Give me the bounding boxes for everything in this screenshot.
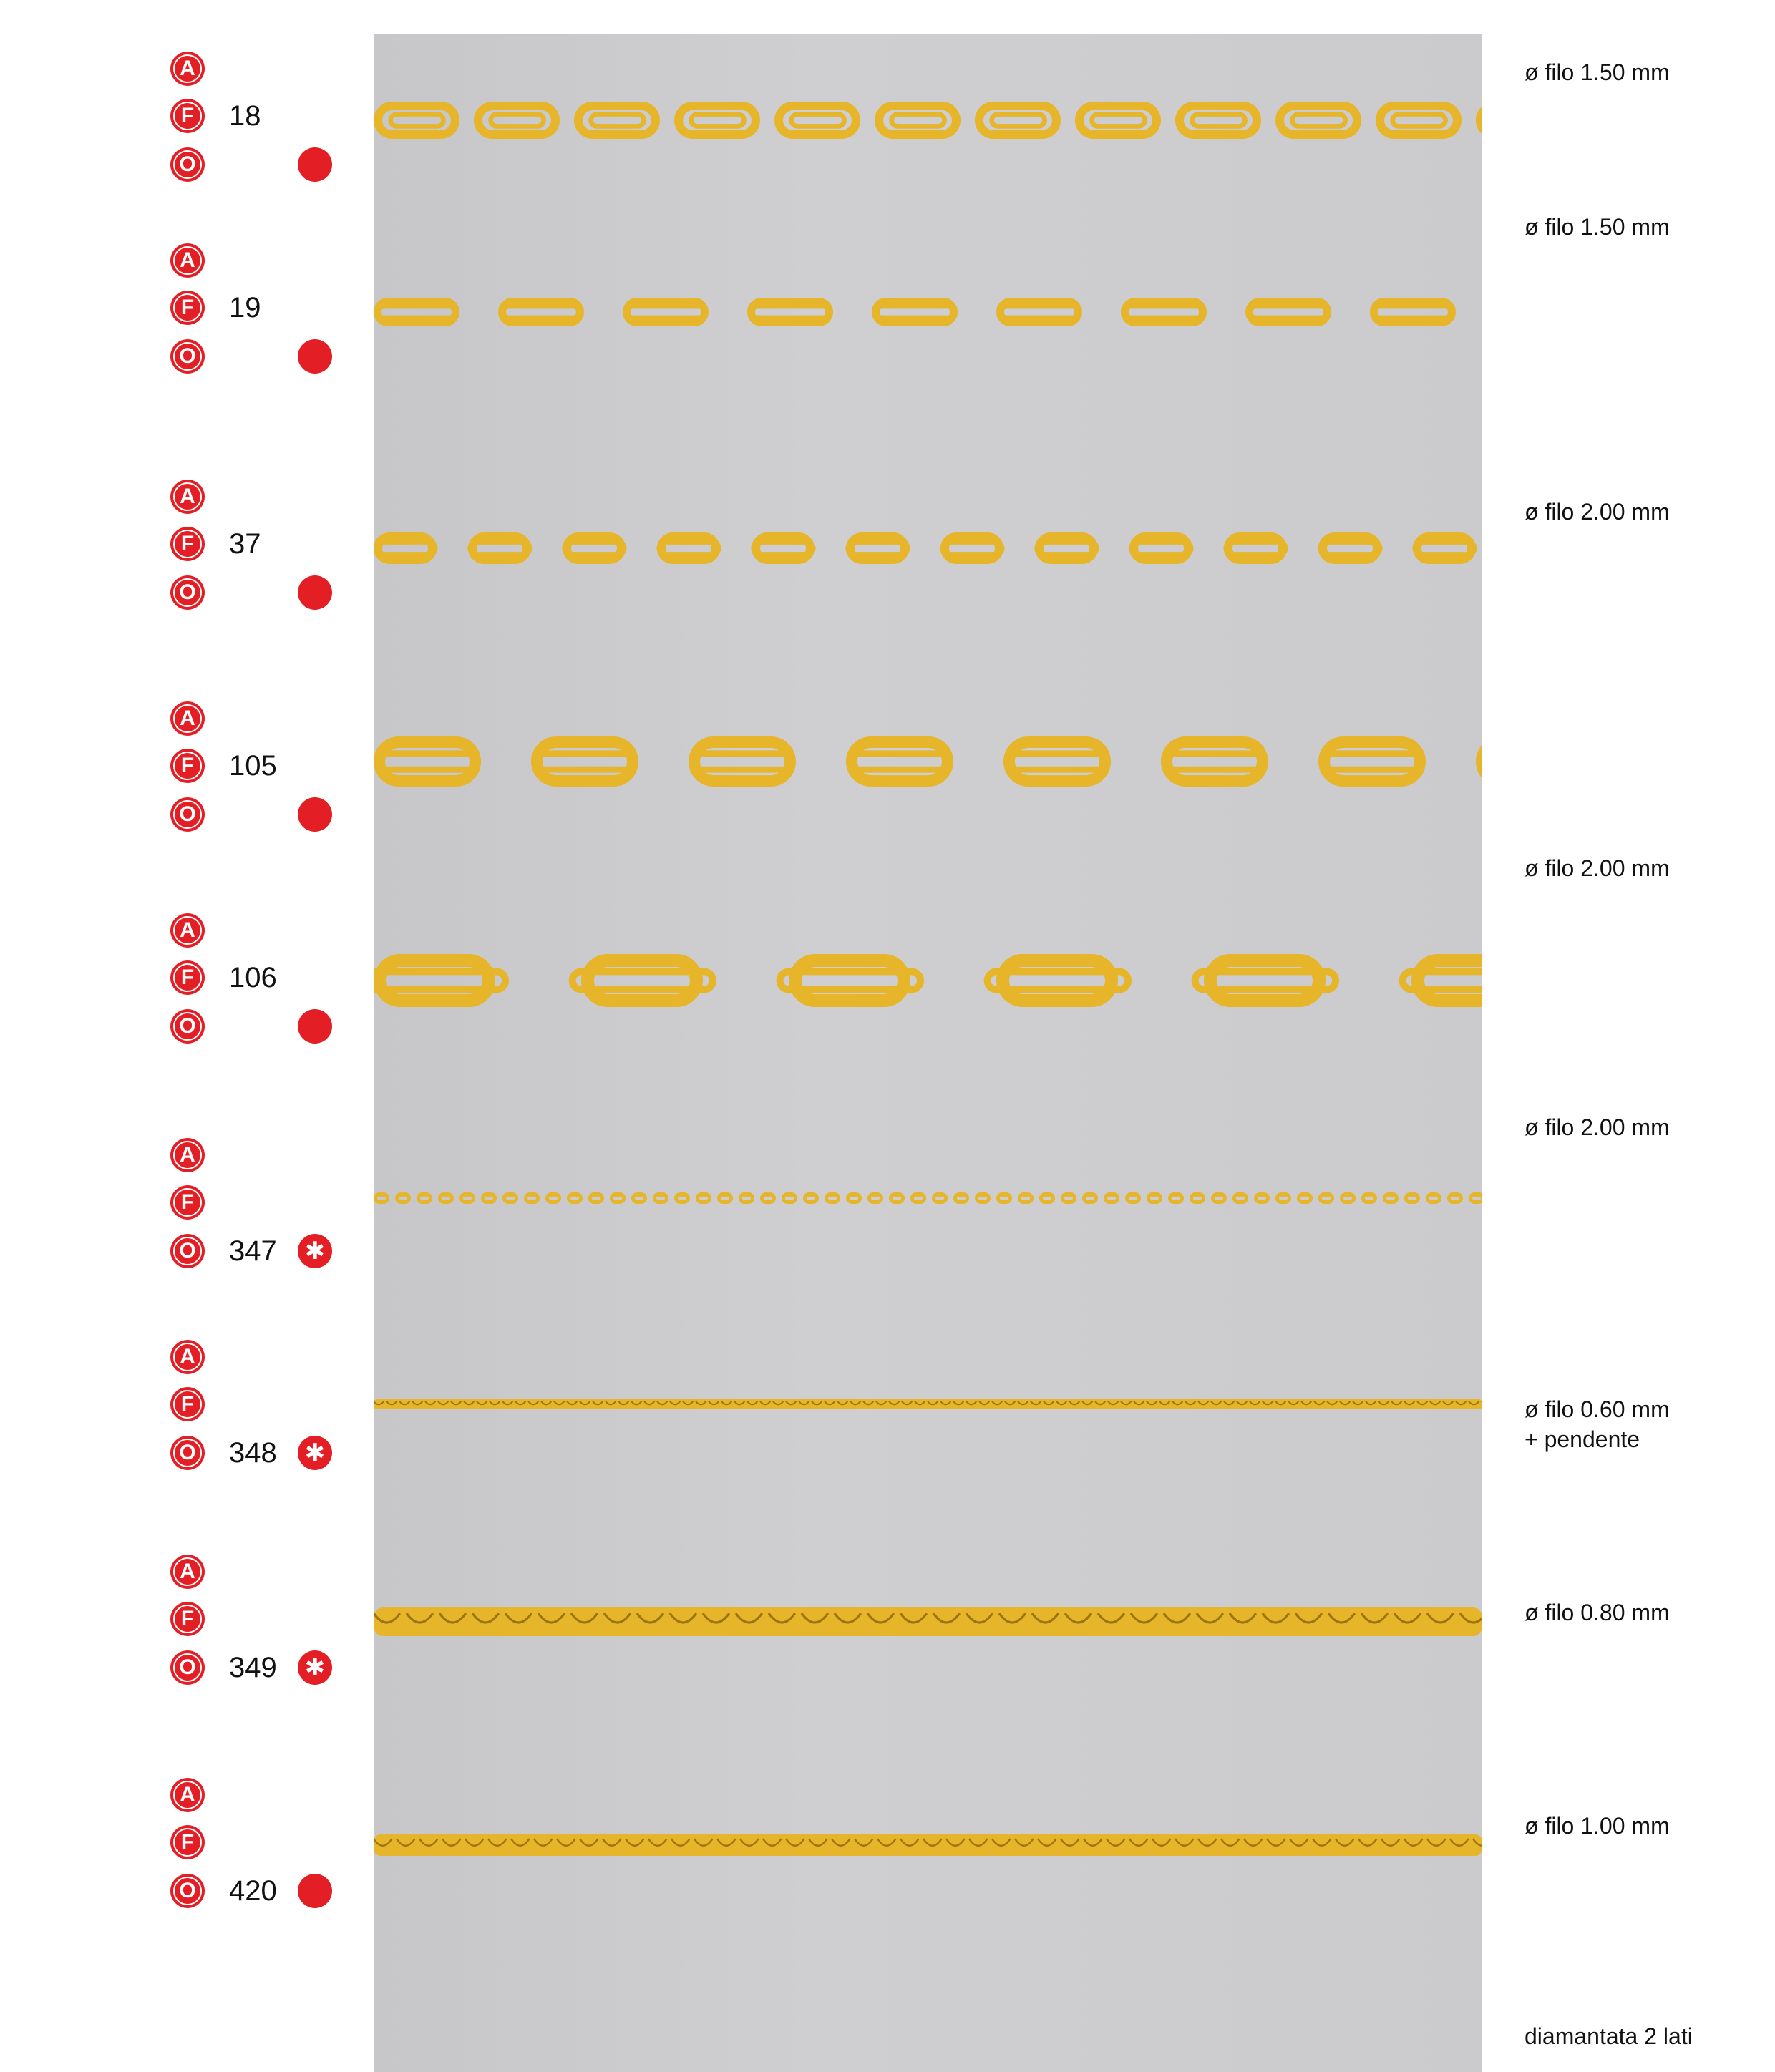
chain-side-link — [792, 115, 845, 127]
chain-svg — [374, 292, 1482, 332]
badge-letter: O — [173, 1653, 202, 1682]
badge-letter: A — [173, 1343, 202, 1371]
chain-link — [627, 302, 705, 323]
chain-link — [1321, 1195, 1333, 1202]
badge-letter: A — [173, 916, 202, 945]
chain-side-link — [877, 306, 954, 317]
chain-link — [934, 1195, 946, 1202]
chain-link — [526, 1195, 538, 1202]
chain-link — [1480, 106, 1482, 135]
chain-side-link — [752, 306, 830, 317]
chain-link — [612, 1195, 624, 1202]
badge-a — [170, 480, 205, 514]
chain-link — [655, 1195, 667, 1202]
chain-link — [1063, 1195, 1075, 1202]
product-description: ø filo 0.60 mm — [1524, 1396, 1670, 1422]
chain-link — [1374, 302, 1452, 323]
chain-link — [590, 1195, 603, 1202]
chain-side-link — [379, 306, 456, 317]
badge-o — [170, 1436, 205, 1470]
product-code: 347 — [229, 1235, 277, 1267]
chain-side-link — [1226, 543, 1286, 555]
chain-link — [1385, 1195, 1397, 1202]
badge-f — [170, 749, 205, 783]
chain-link — [676, 1195, 689, 1202]
chain-side-link — [1037, 543, 1097, 555]
chain-svg — [374, 525, 1482, 571]
badge-o — [170, 1874, 205, 1908]
chain-link — [913, 1195, 925, 1202]
chain-link — [1471, 1195, 1483, 1202]
chain-side-link — [1008, 754, 1107, 769]
chain-svg — [374, 729, 1482, 794]
badge-f — [170, 960, 205, 995]
badge-letter: O — [173, 1012, 202, 1041]
chain-side-link — [851, 754, 950, 769]
chain-link — [633, 1195, 646, 1202]
chain-link — [1041, 1195, 1054, 1202]
chain-link — [1039, 537, 1094, 560]
badge-letter: F — [173, 1605, 202, 1633]
chain-side-link — [1293, 115, 1346, 127]
badge-o — [170, 1650, 205, 1685]
badge-letter: O — [173, 800, 202, 829]
chain-image — [374, 1602, 1482, 1642]
badge-o — [170, 339, 205, 374]
chain-link — [848, 1195, 860, 1202]
chain-link — [827, 1195, 839, 1202]
chain-link — [752, 302, 830, 323]
product-code: 106 — [229, 962, 277, 993]
chain-svg — [374, 1602, 1482, 1642]
badge-letter: O — [173, 1439, 202, 1467]
chain-link — [440, 1195, 452, 1202]
product-description: ø filo 2.00 mm — [1524, 1114, 1670, 1140]
chain-side-link — [1126, 306, 1203, 317]
chain-link — [756, 537, 810, 560]
badge-letter: F — [173, 293, 202, 322]
product-code: 37 — [229, 528, 261, 560]
chain-side-link — [470, 543, 530, 555]
badge-f — [170, 1602, 205, 1636]
chain-svg — [374, 97, 1482, 143]
chain-link — [1192, 1195, 1204, 1202]
badge-a — [170, 1138, 205, 1172]
chain-link — [1428, 1195, 1440, 1202]
badge-f — [170, 1185, 205, 1220]
chain-link — [1299, 1195, 1311, 1202]
chain-link — [998, 1195, 1011, 1202]
chain-side-link — [391, 115, 444, 127]
chain-link — [945, 537, 999, 560]
chain-link — [1210, 960, 1319, 1001]
product-description: ø filo 1.00 mm — [1524, 1813, 1670, 1839]
chain-link — [955, 1195, 968, 1202]
asterisk-icon — [298, 1234, 332, 1268]
badge-f — [170, 527, 205, 561]
badge-letter: A — [173, 246, 202, 275]
product-code: 18 — [229, 100, 261, 132]
chain-link — [1418, 960, 1482, 1001]
chain-link — [567, 537, 621, 560]
product-code: 348 — [229, 1437, 277, 1469]
product-description: diamantata 2 lati — [1524, 2023, 1693, 2049]
badge-a — [170, 1778, 205, 1812]
badge-letter: F — [173, 963, 202, 992]
chain-image — [374, 525, 1482, 571]
chain-image — [374, 946, 1482, 1015]
chain-side-link — [992, 115, 1045, 127]
red-dot-icon — [298, 339, 332, 374]
chain-link — [1134, 537, 1188, 560]
product-description: ø filo 0.80 mm — [1524, 1600, 1670, 1625]
badge-a — [170, 701, 205, 736]
badge-letter: F — [173, 530, 202, 558]
chain-link — [1170, 1195, 1182, 1202]
chain-image — [374, 292, 1482, 332]
chain-link — [1278, 1195, 1290, 1202]
badge-f — [170, 1387, 205, 1421]
chain-side-link — [1132, 543, 1192, 555]
chain-side-link — [1375, 306, 1452, 317]
chain-side-link — [379, 754, 477, 769]
chain-link — [1417, 537, 1472, 560]
chain-link — [483, 1195, 495, 1202]
chain-side-link — [848, 543, 908, 555]
chain-link — [472, 537, 527, 560]
badge-letter: O — [173, 578, 202, 607]
chain-link — [1001, 302, 1079, 323]
chain-link — [850, 537, 905, 560]
badge-a — [170, 913, 205, 948]
badge-o — [170, 575, 205, 610]
badge-o — [170, 147, 205, 182]
chain-link — [741, 1195, 753, 1202]
chain-side-link — [943, 543, 1003, 555]
chain-link — [1228, 537, 1283, 560]
product-code: 105 — [229, 750, 277, 782]
chain-side-link — [659, 543, 719, 555]
badge-letter: F — [173, 1828, 202, 1857]
chain-link — [977, 1195, 989, 1202]
badge-letter: F — [173, 1188, 202, 1217]
chain-side-link — [536, 754, 635, 769]
product-description: + pendente — [1524, 1426, 1640, 1452]
chain-link — [1167, 742, 1263, 781]
chain-link — [1213, 1195, 1225, 1202]
chain-link — [719, 1195, 731, 1202]
badge-letter: A — [173, 1141, 202, 1169]
badge-letter: A — [173, 1557, 202, 1586]
badge-letter: O — [173, 1877, 202, 1905]
chain-side-link — [1166, 754, 1265, 769]
badge-f — [170, 1825, 205, 1859]
chain-link — [1323, 537, 1377, 560]
chain-link — [1250, 302, 1328, 323]
chain-link — [870, 1195, 882, 1202]
badge-letter: A — [173, 482, 202, 511]
product-description: ø filo 2.00 mm — [1524, 855, 1670, 881]
chain-side-link — [491, 115, 544, 127]
chain-band — [374, 1399, 1482, 1409]
chain-link — [1003, 960, 1112, 1001]
chain-link — [661, 537, 716, 560]
chain-link — [1106, 1195, 1118, 1202]
chain-link — [876, 302, 954, 323]
badge-a — [170, 1340, 205, 1374]
chain-svg — [374, 1830, 1482, 1860]
chain-link — [1324, 742, 1420, 781]
chain-side-link — [376, 543, 436, 555]
chain-link — [1449, 1195, 1462, 1202]
chain-link — [784, 1195, 796, 1202]
red-dot-icon — [298, 575, 332, 610]
chain-side-link — [754, 543, 814, 555]
product-description: ø filo 2.00 mm — [1524, 499, 1670, 525]
chain-link — [397, 1195, 409, 1202]
badge-letter: F — [173, 752, 202, 780]
chain-link — [419, 1195, 431, 1202]
chain-link — [380, 960, 489, 1001]
chain-image — [374, 1830, 1482, 1860]
chain-side-link — [503, 306, 580, 317]
red-dot-icon — [298, 797, 332, 832]
product-code: 349 — [229, 1652, 277, 1683]
chain-link — [1020, 1195, 1032, 1202]
chain-link — [694, 742, 790, 781]
chain-link — [1256, 1195, 1268, 1202]
chain-side-link — [892, 115, 945, 127]
chain-link — [1127, 1195, 1139, 1202]
chain-link — [378, 537, 432, 560]
red-dot-icon — [298, 1009, 332, 1044]
chain-link — [1125, 302, 1203, 323]
badge-a — [170, 1555, 205, 1589]
product-code: 19 — [229, 292, 261, 324]
chain-side-link — [1323, 754, 1422, 769]
badge-f — [170, 99, 205, 133]
chain-side-link — [1001, 306, 1079, 317]
red-dot-icon — [298, 147, 332, 182]
badge-letter: O — [173, 1237, 202, 1265]
chain-side-link — [1250, 306, 1328, 317]
chain-image — [374, 97, 1482, 143]
badge-letter: A — [173, 704, 202, 733]
red-dot-icon — [298, 1874, 332, 1908]
chain-band — [374, 1607, 1482, 1636]
chain-link — [379, 742, 475, 781]
chain-svg — [374, 1185, 1482, 1211]
chain-link — [1363, 1195, 1376, 1202]
chain-link — [378, 302, 456, 323]
asterisk-icon — [298, 1436, 332, 1470]
chain-side-link — [591, 115, 644, 127]
chain-link — [762, 1195, 774, 1202]
chain-side-link — [628, 306, 705, 317]
badge-a — [170, 52, 205, 86]
chain-link — [1149, 1195, 1161, 1202]
badge-letter: O — [173, 150, 202, 179]
badge-letter: O — [173, 342, 202, 371]
chain-image — [374, 729, 1482, 794]
badge-letter: F — [173, 102, 202, 130]
chain-link — [537, 742, 633, 781]
chain-svg — [374, 946, 1482, 1015]
chain-link — [462, 1195, 474, 1202]
chain-link — [891, 1195, 903, 1202]
badge-o — [170, 797, 205, 832]
chain-side-link — [1415, 543, 1475, 555]
badge-letter: F — [173, 1390, 202, 1419]
chain-link — [852, 742, 948, 781]
chain-link — [805, 1195, 817, 1202]
chain-photo-panel — [374, 34, 1482, 2072]
chain-side-link — [1092, 115, 1145, 127]
badge-a — [170, 243, 205, 278]
chain-link — [1342, 1195, 1354, 1202]
chain-side-link — [1393, 115, 1446, 127]
chain-link — [376, 1195, 388, 1202]
chain-link — [505, 1195, 517, 1202]
badge-letter: A — [173, 1781, 202, 1809]
asterisk-icon — [298, 1650, 332, 1685]
product-description: ø filo 1.50 mm — [1524, 214, 1670, 240]
chain-side-link — [1192, 115, 1245, 127]
chain-link — [1235, 1195, 1247, 1202]
chain-side-link — [565, 543, 625, 555]
product-code: 420 — [229, 1875, 277, 1907]
badge-o — [170, 1009, 205, 1044]
chain-link — [548, 1195, 560, 1202]
chain-side-link — [691, 115, 744, 127]
chain-image — [374, 1394, 1482, 1415]
chain-side-link — [1321, 543, 1381, 555]
product-description: ø filo 1.50 mm — [1524, 59, 1670, 85]
badge-o — [170, 1234, 205, 1268]
chain-link — [569, 1195, 581, 1202]
chain-side-link — [694, 754, 792, 769]
chain-link — [698, 1195, 710, 1202]
chain-link — [502, 302, 580, 323]
chain-link — [1009, 742, 1105, 781]
chain-svg — [374, 1394, 1482, 1415]
chain-link — [1406, 1195, 1419, 1202]
badge-letter: A — [173, 54, 202, 83]
chain-link — [795, 960, 904, 1001]
chain-link — [1084, 1195, 1096, 1202]
badge-f — [170, 291, 205, 325]
chain-link — [588, 960, 696, 1001]
chain-image — [374, 1185, 1482, 1211]
